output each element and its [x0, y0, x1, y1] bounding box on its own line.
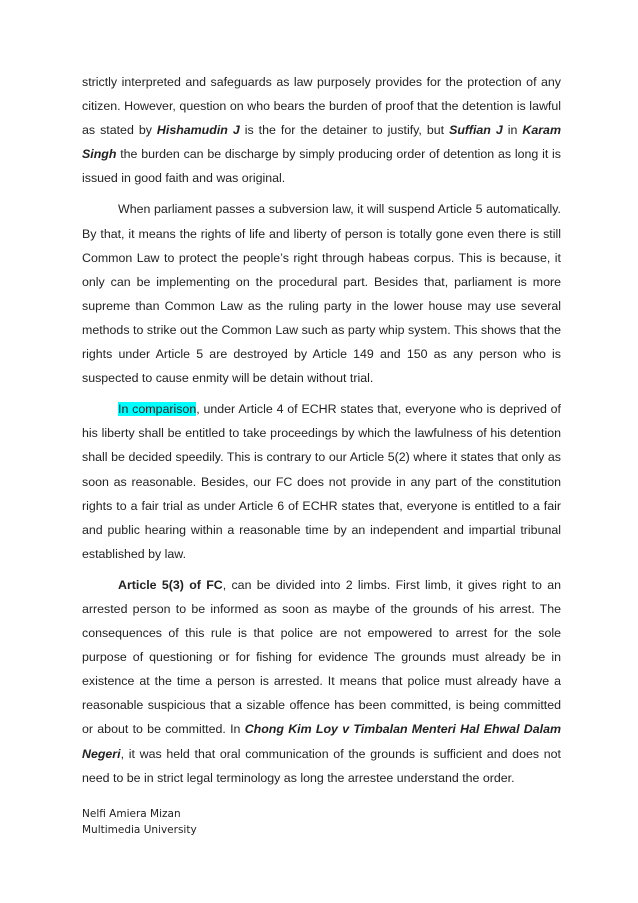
text-run: When parliament passes a subversion law, it will suspend Article 5 automatically. By that, it means the rights of life and liberty of person is totally gone even there is still Common Law to protect the people’s right through habeas corpus. This is because, it only can be implementing on the procedural part. Besides that, parliament is more supreme than Common Law as the ruling party in the lower house may use several methods to strike out the Common Law such as party whip system. This shows that the rights under Article 5 are destroyed by Article 149 and 150 as any person who is suspected to cause enmity will be detain without trial.	[82, 202, 561, 386]
paragraph-3	[82, 397, 561, 566]
paragraph-4	[82, 573, 561, 790]
case-judge-hishamudin: Hishamudin J	[156, 123, 240, 138]
article-heading-bold: Article 5(3) of FC	[118, 577, 223, 592]
body-text	[82, 70, 561, 797]
text-run: in	[502, 123, 523, 138]
page-footer	[82, 806, 197, 838]
case-judge-suffian: Suffian J	[449, 123, 503, 138]
footer-institution: Multimedia University	[82, 824, 197, 836]
case-name-chong-kim-loy: Chong Kim Loy v Timbalan Menteri Hal Ehwal Dalam Negeri	[82, 722, 561, 761]
text-run: the burden can be discharge by simply producing order of detention as long it is issued in good faith and was original.	[82, 147, 561, 186]
text-run: , under Article 4 of ECHR states that, everyone who is deprived of his liberty shall be entitled to take proceedings by which the lawfulness of his detention shall be decided speedily. This is contrary to our Article 5(2) where it states that only as soon as reasonable. Besides, our FC does not provide in any part of the constitution rights to a fair trial as under Article 6 of ECHR states that, everyone is entitled to a fair and public hearing within a reasonable time by an independent and impartial tribunal established by law.	[82, 402, 562, 561]
paragraph-1	[82, 70, 561, 190]
text-run: is the for the detainer to justify, but	[239, 123, 450, 138]
highlighted-phrase: In comparison	[118, 402, 197, 417]
text-run: , can be divided into 2 limbs. First limb, it gives right to an arrested person to be informed as soon as maybe of the grounds of his arrest. The consequences of this rule is that police are not empowered to arrest for the sole purpose of questioning or for fishing for evidence The grounds must already be in existence at the time a person is arrested. It means that police must already have a reasonable suspicious that a sizable offence has been committed, is being committed or about to be committed. In	[82, 577, 561, 737]
footer-author: Nelfi Amiera Mizan	[82, 808, 181, 820]
text-run: strictly interpreted and safeguards as law purposely provides for the protection of any citizen. However, question on who bears the burden of proof that the detention is lawful as stated by	[82, 75, 561, 138]
paragraph-2	[82, 197, 561, 390]
text-run: , it was held that oral communication of the grounds is sufficient and does not need to be in strict legal terminology as long the arrestee understand the order.	[82, 746, 561, 785]
case-name-karam-singh: Karam Singh	[82, 123, 561, 162]
